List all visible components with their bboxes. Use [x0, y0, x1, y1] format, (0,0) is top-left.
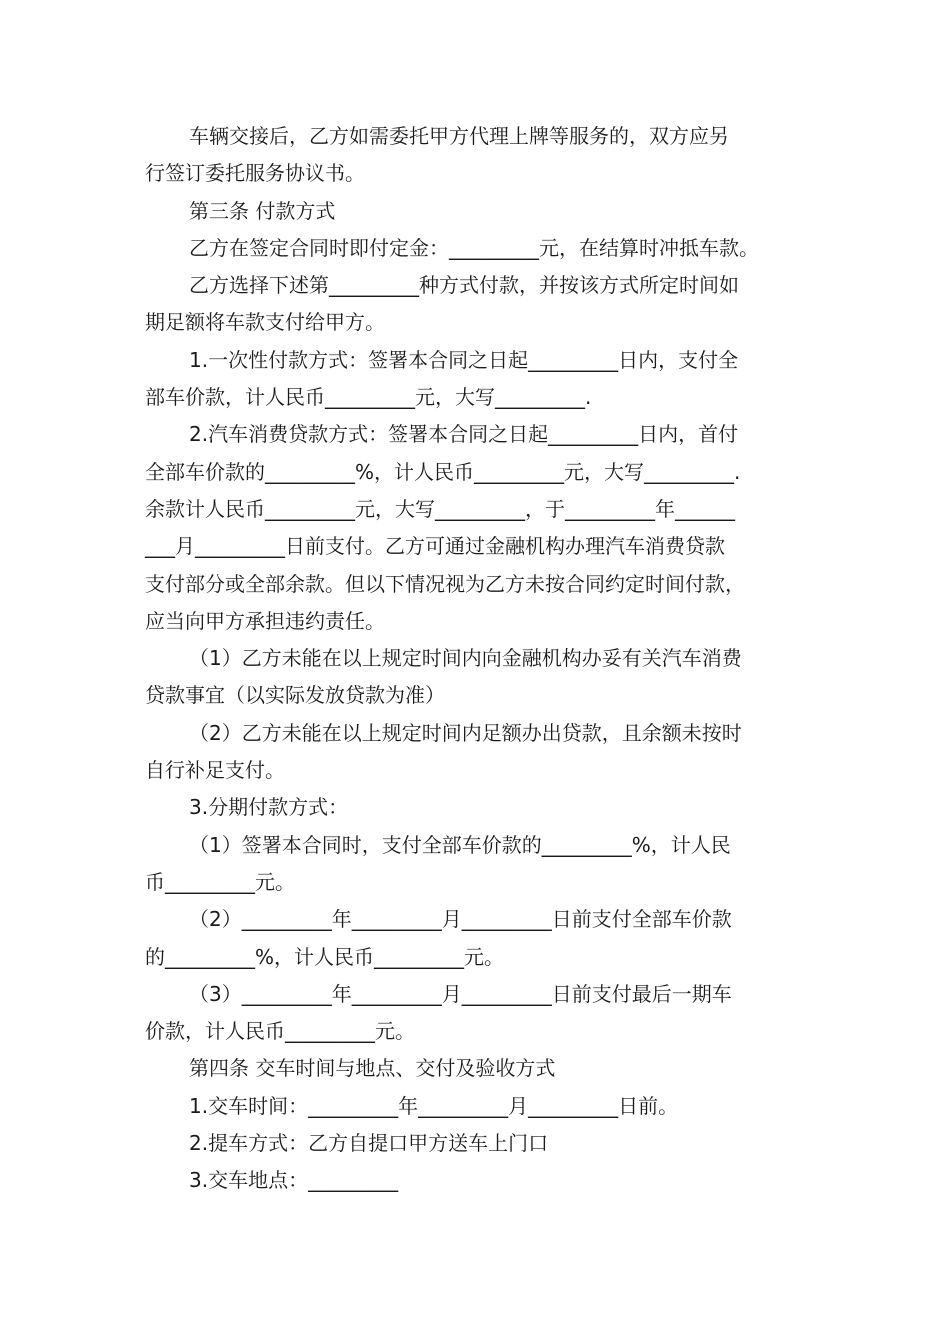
paragraph-line: 1.一次性付款方式：签署本合同之日起_________日内，支付全 [189, 347, 739, 372]
paragraph-line: 价款，计人民币_________元。 [145, 1019, 415, 1044]
section-heading: 第四条 交车时间与地点、交付及验收方式 [189, 1056, 556, 1081]
paragraph-line: 3.交车地点：_________ [189, 1168, 399, 1193]
paragraph-line: 应当向甲方承担违约责任。 [145, 608, 385, 633]
paragraph-line: 2.提车方式：乙方自提口甲方送车上门口 [189, 1131, 549, 1156]
paragraph-line: 贷款事宜（以实际发放贷款为准） [145, 683, 445, 708]
paragraph-line: 3.分期付款方式： [189, 795, 349, 820]
paragraph-line: 期足额将车款支付给甲方。 [145, 310, 385, 335]
paragraph-line: 行签订委托服务协议书。 [145, 161, 365, 186]
paragraph-line: 余款计人民币_________元，大写_________，于_________年______ [145, 496, 735, 521]
paragraph-line: 自行补足支付。 [145, 758, 285, 783]
paragraph-line: （1）乙方未能在以上规定时间内向金融机构办妥有关汽车消费 [189, 646, 742, 671]
paragraph-line: 币_________元。 [145, 869, 295, 894]
paragraph-line: （3）_________年_________月_________日前支付最后一期车 [189, 981, 732, 1006]
section-heading: 第三条 付款方式 [189, 198, 336, 223]
paragraph-line: 1.交车时间：_________年_________月_________日前。 [189, 1093, 679, 1118]
paragraph-line: （2）乙方未能在以上规定时间内足额办出贷款，且余额未按时 [189, 720, 742, 745]
paragraph-line: 乙方选择下述第_________种方式付款，并按该方式所定时间如 [189, 273, 739, 298]
paragraph-line: （1）签署本合同时，支付全部车价款的_________%，计人民 [189, 832, 731, 857]
paragraph-line: （2）_________年_________月_________日前支付全部车价款 [189, 907, 732, 932]
paragraph-line: 全部车价款的_________%，计人民币_________元，大写_________. [145, 459, 741, 484]
paragraph-line: ___月_________日前支付。乙方可通过金融机构办理汽车消费贷款 [145, 534, 725, 559]
paragraph-line: 的_________%，计人民币_________元。 [145, 944, 505, 969]
paragraph-line: 部车价款，计人民币_________元，大写_________. [145, 385, 592, 410]
contract-page [145, 118, 815, 1200]
paragraph-line: 支付部分或全部余款。但以下情况视为乙方未按合同约定时间付款， [145, 571, 745, 596]
paragraph-line: 乙方在签定合同时即付定金：_________元，在结算时冲抵车款。 [189, 235, 759, 260]
paragraph-line: 车辆交接后，乙方如需委托甲方代理上牌等服务的，双方应另 [189, 124, 729, 148]
paragraph-line: 2.汽车消费贷款方式：签署本合同之日起_________日内，首付 [189, 422, 739, 447]
